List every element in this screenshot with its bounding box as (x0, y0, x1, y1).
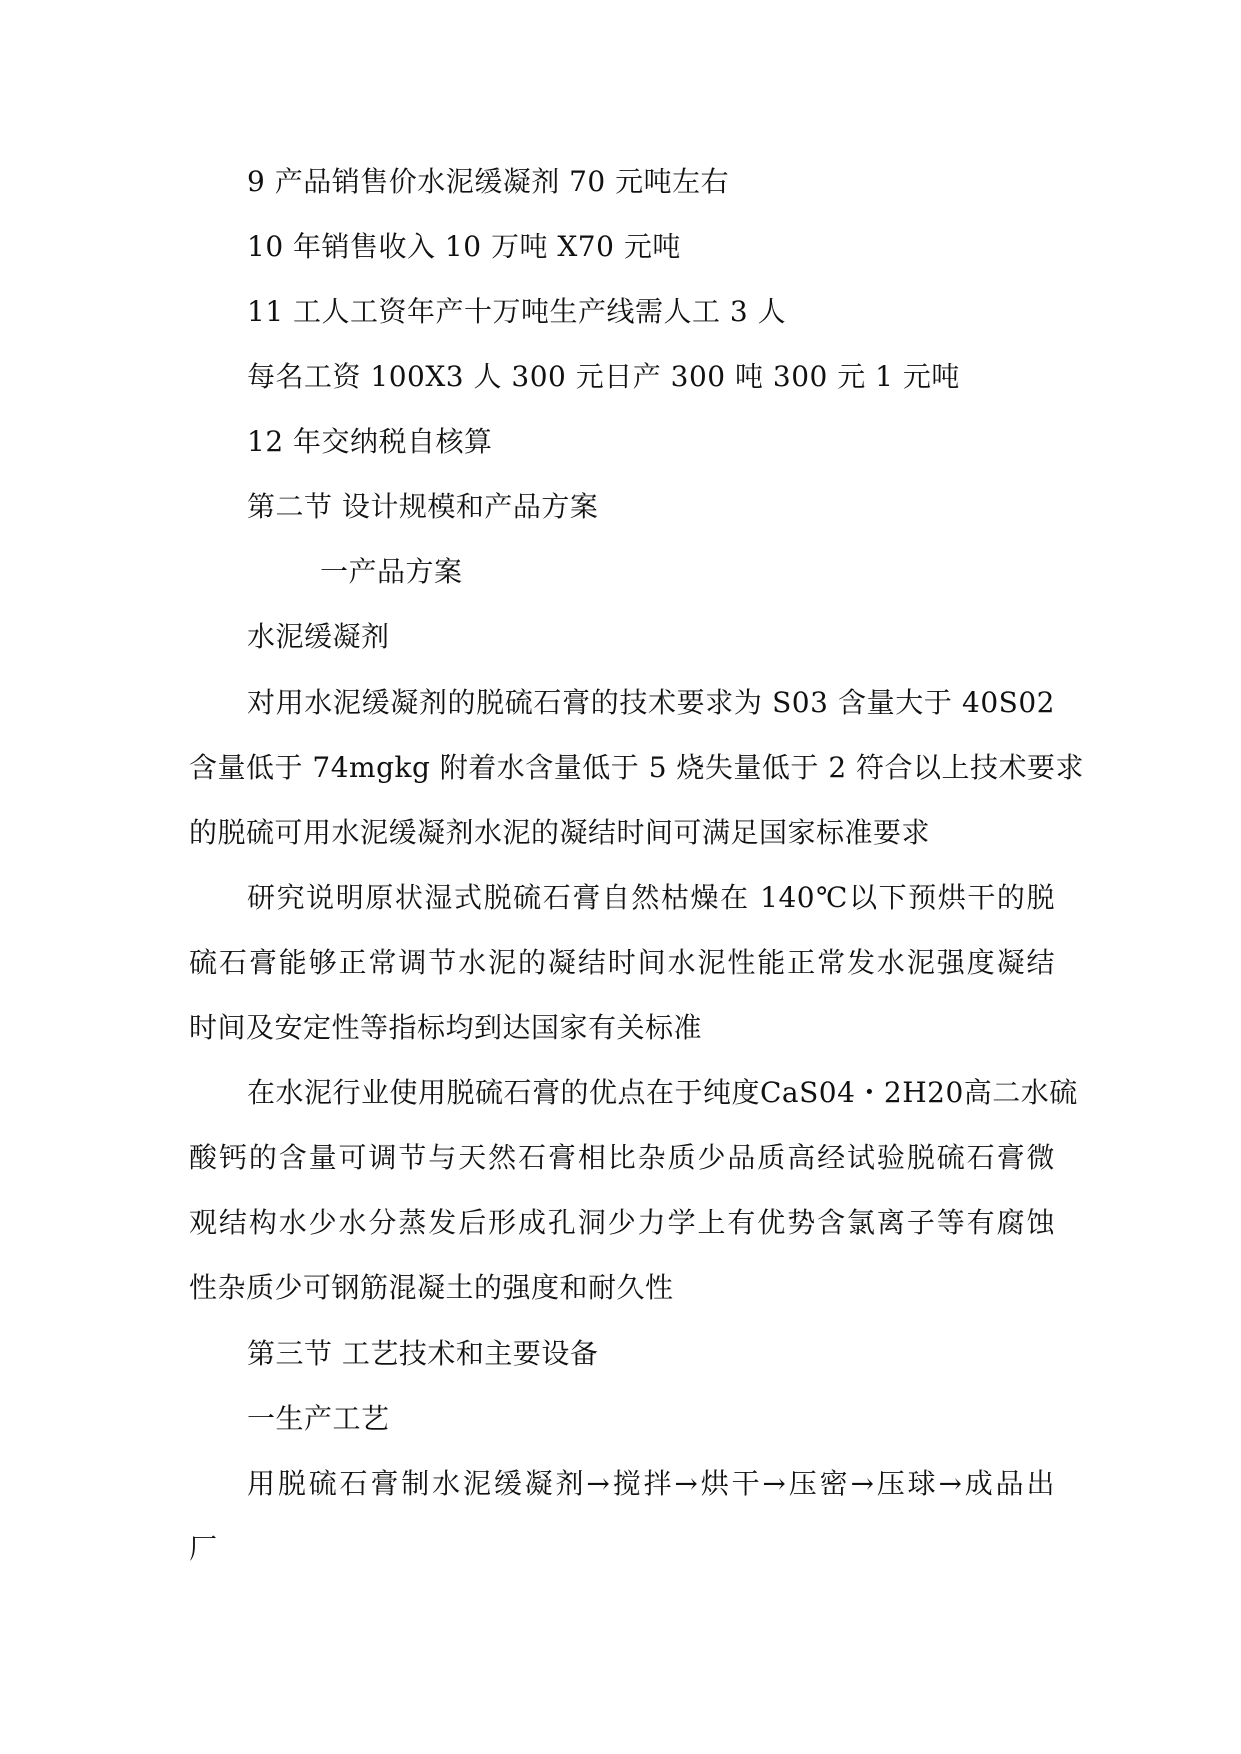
subsection-heading: 一生产工艺 (247, 1402, 390, 1435)
text-line: 每名工资 100X3 人 300 元日产 300 吨 300 元 1 元吨 (247, 360, 960, 393)
paragraph-line: 硫石膏能够正常调节水泥的凝结时间水泥性能正常发水泥强度凝结 (189, 946, 1055, 979)
subsection-heading: 一产品方案 (320, 555, 463, 588)
text-line: 9 产品销售价水泥缓凝剂 70 元吨左右 (247, 165, 730, 198)
paragraph-line: 研究说明原状湿式脱硫石膏自然枯燥在 140℃以下预烘干的脱 (247, 881, 1055, 914)
paragraph-line: 观结构水少水分蒸发后形成孔洞少力学上有优势含氯离子等有腐蚀 (189, 1206, 1055, 1239)
section-heading: 第二节 设计规模和产品方案 (247, 490, 599, 523)
paragraph-line: 时间及安定性等指标均到达国家有关标准 (189, 1011, 703, 1044)
paragraph-line: 对用水泥缓凝剂的脱硫石膏的技术要求为 S03 含量大于 40S02 (247, 686, 1055, 719)
text-line: 11 工人工资年产十万吨生产线需人工 3 人 (247, 295, 787, 328)
paragraph-line: 的脱硫可用水泥缓凝剂水泥的凝结时间可满足国家标准要求 (189, 816, 931, 849)
paragraph-line: 酸钙的含量可调节与天然石膏相比杂质少品质高经试验脱硫石膏微 (189, 1141, 1055, 1174)
paragraph-line: 厂 (189, 1532, 218, 1565)
section-heading: 第三节 工艺技术和主要设备 (247, 1337, 599, 1370)
paragraph-line: 含量低于 74mgkg 附着水含量低于 5 烧失量低于 2 符合以上技术要求 (189, 751, 1085, 784)
text-line: 12 年交纳税自核算 (247, 425, 493, 458)
text-line: 10 年销售收入 10 万吨 X70 元吨 (247, 230, 681, 263)
text-line: 水泥缓凝剂 (247, 620, 390, 653)
paragraph-line: 用脱硫石膏制水泥缓凝剂→搅拌→烘干→压密→压球→成品出 (247, 1467, 1055, 1500)
paragraph-line: 性杂质少可钢筋混凝土的强度和耐久性 (189, 1271, 674, 1304)
paragraph-line: 在水泥行业使用脱硫石膏的优点在于纯度CaS04・2H20高二水硫 (247, 1076, 1078, 1109)
